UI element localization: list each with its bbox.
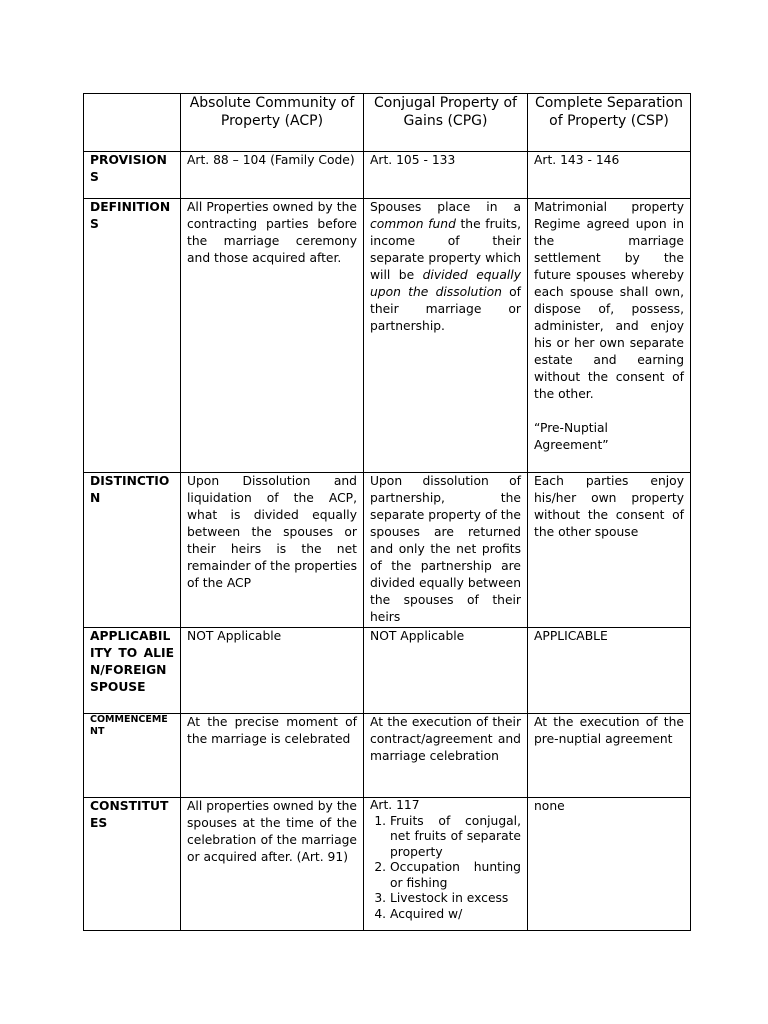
table-row [84,473,691,628]
definitions-acp: All Properties owned by the contracting parties before the marriage ceremony and those acquired after. [181,199,364,473]
row-label-definitions: DEFINITIONS [84,199,181,473]
definitions-cpg-part: the fruits, income of their separate property which will be [370,217,521,282]
commencement-cpg: At the execution of their contract/agreement and marriage celebration [364,714,528,798]
definitions-cpg-emphasis: divided equally upon the dissolution [370,268,521,299]
provisions-acp: Art. 88 – 104 (Family Code) [181,152,364,199]
list-item: 1. Fruits of conjugal, net fruits of separate property [390,814,521,861]
table-row [84,199,691,473]
list-item: 3. Livestock in excess [390,891,521,907]
constitutes-csp: none [528,798,691,931]
list-item: 4. Acquired w/ [390,907,521,923]
distinction-csp: Each parties enjoy his/her own property without the consent of the other spouse [528,473,691,628]
definitions-csp-text: Matrimonial property Regime agreed upon in the marriage settlement by the future spouses whereby each spouse shall own, dispose of, possess, administer, and enjoy his or her own separate estate and earning without the consent of the other. [534,200,684,401]
header-csp: Complete Separation of Property (CSP) [528,94,691,152]
definitions-csp [528,199,691,473]
distinction-acp: Upon Dissolution and liquidation of the ACP, what is divided equally between the spouses or their heirs is the net remainder of the properties of the ACP [181,473,364,628]
definitions-cpg-emphasis: common fund [370,217,456,231]
header-row [84,94,691,152]
provisions-cpg: Art. 105 - 133 [364,152,528,199]
row-label-commencement: COMMENCEMENT [84,714,181,798]
definitions-csp-note: “Pre-Nuptial Agreement” [534,421,609,452]
row-label-provisions: PROVISIONS [84,152,181,199]
applicability-csp: APPLICABLE [528,628,691,714]
table-row [84,628,691,714]
table-row [84,152,691,199]
applicability-acp: NOT Applicable [181,628,364,714]
header-empty [84,94,181,152]
provisions-csp: Art. 143 - 146 [528,152,691,199]
header-acp: Absolute Community of Property (ACP) [181,94,364,152]
row-label-distinction: DISTINCTION [84,473,181,628]
definitions-cpg-part: Spouses place in a [370,200,521,214]
distinction-cpg: Upon dissolution of partnership, the separate property of the spouses are returned and only the net profits of the partnership are divided equally between the spouses of their heirs [364,473,528,628]
constitutes-cpg [364,798,528,931]
paragraph-gap [534,403,684,420]
definitions-cpg [364,199,528,473]
row-label-applicability: APPLICABILITY TO ALIEN/FOREIGN SPOUSE [84,628,181,714]
property-regime-table [83,93,691,931]
commencement-acp: At the precise moment of the marriage is celebrated [181,714,364,798]
list-item: 2. Occupation hunting or fishing [390,860,521,891]
definitions-cpg-part: of their marriage or partnership. [370,285,521,333]
constitutes-acp: All properties owned by the spouses at the time of the celebration of the marriage or acquired after. (Art. 91) [181,798,364,931]
constitutes-cpg-intro: Art. 117 [370,798,420,812]
table-row [84,798,691,931]
commencement-csp: At the execution of the pre-nuptial agreement [528,714,691,798]
row-label-constitutes: CONSTITUTES [84,798,181,931]
header-cpg: Conjugal Property of Gains (CPG) [364,94,528,152]
constitutes-cpg-list [370,814,521,923]
applicability-cpg: NOT Applicable [364,628,528,714]
table-row [84,714,691,798]
